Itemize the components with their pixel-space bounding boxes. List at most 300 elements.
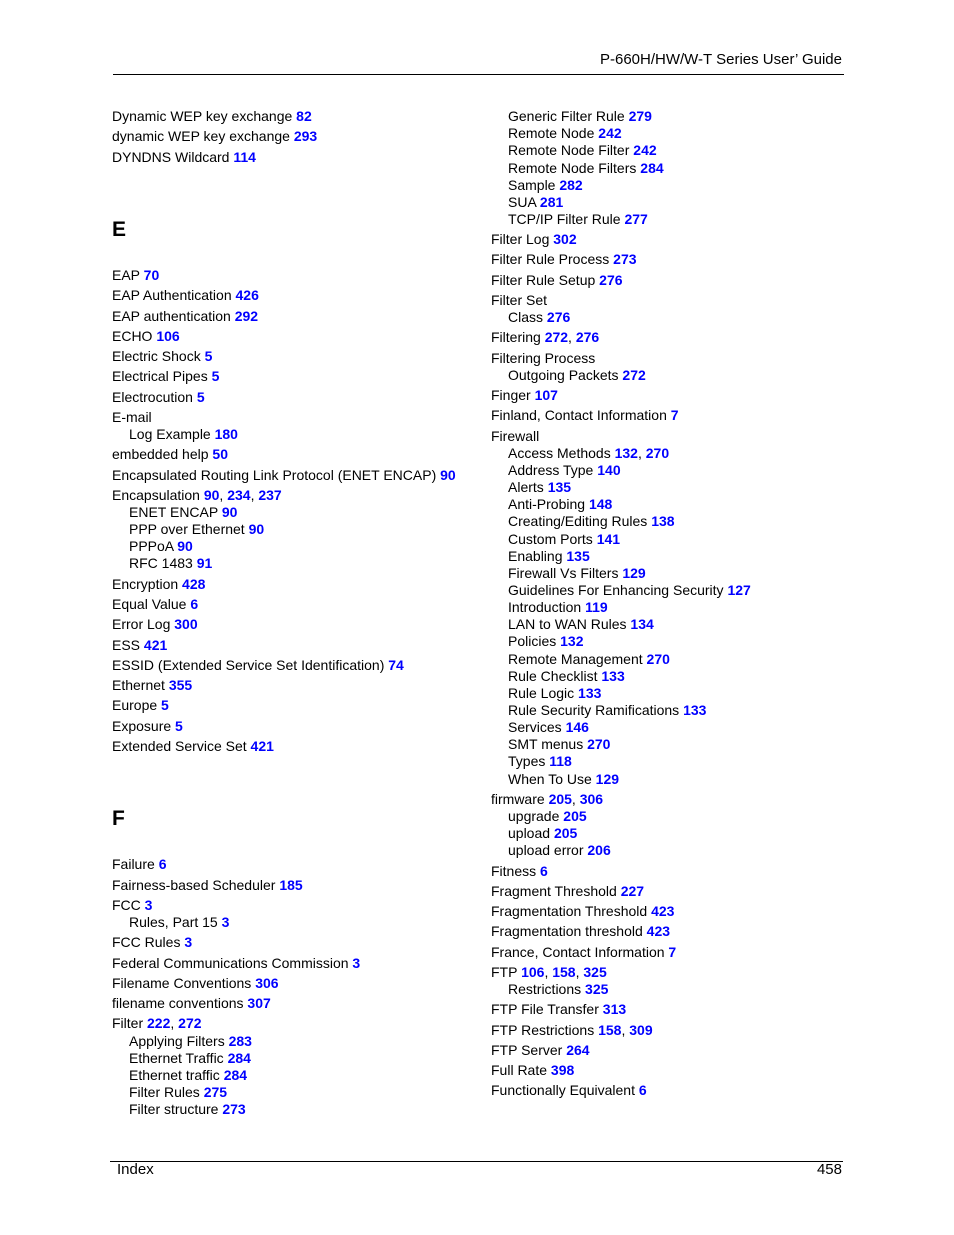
index-term: Remote Management: [508, 651, 643, 667]
index-term: Electrical Pipes: [112, 368, 208, 384]
page-link[interactable]: 119: [585, 599, 608, 615]
index-term: Remote Node: [508, 125, 595, 141]
index-subentry: [508, 702, 706, 719]
index-entry: [491, 387, 558, 404]
page-link[interactable]: 140: [597, 462, 621, 478]
page-link[interactable]: 74: [388, 657, 404, 673]
index-subentry: [508, 211, 648, 228]
page-link[interactable]: 272: [178, 1015, 202, 1031]
page-link[interactable]: 5: [196, 389, 205, 405]
page-link[interactable]: 227: [620, 883, 645, 899]
index-term: Guidelines For Enhancing Security: [508, 582, 724, 598]
page-link[interactable]: 6: [190, 596, 199, 612]
index-entry: firmware 205, 306: [491, 791, 604, 807]
page-link[interactable]: 3: [184, 934, 193, 950]
index-term: Creating/Editing Rules: [508, 513, 648, 529]
page-link[interactable]: 423: [651, 903, 675, 919]
index-term: Introduction: [508, 599, 582, 615]
index-term: Ethernet Traffic: [129, 1050, 224, 1066]
index-term: FTP Restrictions: [491, 1022, 595, 1038]
page-link[interactable]: 70: [143, 267, 160, 283]
index-entry: [112, 697, 169, 714]
footer-page-number: 458: [816, 1161, 842, 1178]
page-header-title: P-660H/HW/W-T Series User’ Guide: [599, 51, 842, 68]
index-term: Types: [508, 753, 546, 769]
index-entry: [112, 934, 192, 951]
index-term: Filtering: [491, 329, 541, 345]
index-subentry: [508, 160, 664, 177]
index-subentry: [129, 426, 238, 443]
page-link[interactable]: 313: [602, 1001, 627, 1017]
index-term: ESS: [112, 637, 141, 653]
page-link[interactable]: 398: [550, 1062, 575, 1078]
index-term: FTP: [491, 964, 518, 980]
index-term: Outgoing Packets: [508, 367, 619, 383]
page-link[interactable]: 6: [638, 1082, 647, 1098]
index-entry: [112, 446, 228, 463]
index-term: Access Methods: [508, 445, 611, 461]
index-entry: [112, 467, 456, 484]
page-link[interactable]: 284: [227, 1050, 251, 1066]
index-entry: [491, 903, 674, 920]
index-entry: [112, 877, 303, 894]
index-subentry: [508, 981, 608, 998]
index-subentry: [508, 582, 751, 599]
header-rule: [113, 74, 844, 75]
index-subentry: [508, 719, 589, 736]
index-term: Remote Node Filters: [508, 160, 637, 176]
page-link[interactable]: 275: [203, 1084, 228, 1100]
index-term: Encapsulation: [112, 487, 200, 503]
page-link[interactable]: 5: [175, 718, 183, 734]
page-link[interactable]: 325: [585, 981, 609, 997]
index-term: When To Use: [508, 771, 592, 787]
page-link[interactable]: 146: [565, 719, 589, 735]
index-subentry: [129, 1033, 252, 1050]
index-entry: [112, 108, 312, 125]
index-term: Filter Rule Setup: [491, 272, 596, 288]
index-entry: [491, 1082, 647, 1099]
index-term: Generic Filter Rule: [508, 108, 625, 124]
index-term: Finland, Contact Information: [491, 407, 667, 423]
page-link[interactable]: 135: [566, 548, 590, 564]
page-link[interactable]: 276: [575, 329, 600, 345]
index-subentry: [508, 599, 608, 616]
index-term: Filter structure: [129, 1101, 219, 1117]
index-entry: [112, 128, 317, 145]
index-term: EAP: [112, 267, 140, 283]
index-term: Rule Logic: [508, 685, 575, 701]
page-link[interactable]: 273: [222, 1101, 246, 1117]
index-subentry: [508, 531, 620, 548]
page-link[interactable]: 309: [629, 1022, 653, 1038]
page-link[interactable]: 134: [630, 616, 654, 632]
page-link[interactable]: 107: [534, 387, 558, 403]
index-subentry: [508, 309, 570, 326]
page-link[interactable]: 7: [668, 944, 677, 960]
index-term: Electrocution: [112, 389, 193, 405]
page-link[interactable]: 428: [182, 576, 206, 592]
index-entry: [491, 272, 623, 289]
page-link[interactable]: 307: [247, 995, 271, 1011]
page-link[interactable]: 426: [235, 287, 259, 303]
index-entry: [491, 923, 670, 940]
page-link[interactable]: 272: [544, 329, 569, 345]
index-term: embedded help: [112, 446, 209, 462]
index-entry: [112, 856, 166, 873]
page-link[interactable]: 114: [233, 149, 256, 165]
page-link[interactable]: 421: [143, 637, 168, 653]
index-subentry: [508, 367, 646, 384]
index-term: SMT menus: [508, 736, 584, 752]
index-subentry: [508, 462, 621, 479]
page-link[interactable]: 129: [622, 565, 646, 581]
index-term: EAP authentication: [112, 308, 231, 324]
page-link[interactable]: 5: [204, 348, 213, 364]
page-link[interactable]: 421: [250, 738, 274, 754]
page-link[interactable]: 90: [221, 504, 238, 520]
index-term: Failure: [112, 856, 155, 872]
index-term: Restrictions: [508, 981, 582, 997]
index-term: Encryption: [112, 576, 179, 592]
index-entry: [112, 287, 259, 304]
index-subentry: [508, 125, 622, 142]
index-entry: [112, 677, 192, 694]
page-link[interactable]: 292: [234, 308, 259, 324]
page-link[interactable]: 158: [598, 1022, 622, 1038]
index-entry: [491, 1001, 626, 1018]
page-link[interactable]: 205: [553, 825, 578, 841]
page-link[interactable]: 158: [552, 964, 576, 980]
page-link[interactable]: 306: [579, 791, 604, 807]
index-term: FCC: [112, 897, 141, 913]
index-term: Encapsulated Routing Link Protocol (ENET ENCAP): [112, 467, 437, 483]
index-term: Error Log: [112, 616, 171, 632]
index-entry: [112, 718, 183, 735]
index-subentry: [508, 194, 563, 211]
index-entry: [491, 251, 637, 268]
index-term: Filtering Process: [491, 350, 596, 366]
page-link[interactable]: 90: [177, 538, 193, 554]
index-term: Log Example: [129, 426, 211, 442]
index-term: Electric Shock: [112, 348, 201, 364]
page-link[interactable]: 185: [279, 877, 303, 893]
index-term: Fragmentation threshold: [491, 923, 643, 939]
index-term: Filter Rule Process: [491, 251, 610, 267]
index-term: Firewall: [491, 428, 540, 444]
index-term: Filter Log: [491, 231, 550, 247]
page-link[interactable]: 272: [622, 367, 646, 383]
index-subentry: [129, 521, 264, 538]
page-link[interactable]: 234: [227, 487, 251, 503]
index-term: Firewall Vs Filters: [508, 565, 619, 581]
index-entry: [112, 637, 167, 654]
index-entry: [112, 738, 274, 755]
page-link[interactable]: 205: [548, 791, 572, 807]
index-term: upload: [508, 825, 551, 841]
index-subentry: [129, 1101, 246, 1118]
page-link[interactable]: 6: [158, 856, 167, 872]
index-term: RFC 1483: [129, 555, 193, 571]
page-link[interactable]: 132: [560, 633, 584, 649]
index-subentry: [508, 548, 590, 565]
index-term: Ethernet: [112, 677, 165, 693]
index-subentry: [508, 842, 611, 859]
index-term: Ethernet traffic: [129, 1067, 220, 1083]
page-link[interactable]: 293: [293, 128, 318, 144]
footer-section-label: Index: [117, 1161, 154, 1178]
index-subentry: [508, 633, 584, 650]
page-link[interactable]: 270: [645, 445, 670, 461]
index-term: ESSID (Extended Service Set Identification): [112, 657, 385, 673]
index-term: Rule Checklist: [508, 668, 598, 684]
page-link[interactable]: 276: [546, 309, 571, 325]
page-link[interactable]: 282: [559, 177, 583, 193]
index-entry: [491, 292, 547, 309]
page-link[interactable]: 90: [203, 487, 220, 503]
page-link[interactable]: 3: [144, 897, 153, 913]
index-subentry: [508, 513, 675, 530]
page-link[interactable]: 270: [646, 651, 670, 667]
index-term: Applying Filters: [129, 1033, 225, 1049]
index-term: Rule Security Ramifications: [508, 702, 680, 718]
index-entry: [112, 368, 219, 385]
index-term: DYNDNS Wildcard: [112, 149, 230, 165]
page-link[interactable]: 129: [595, 771, 620, 787]
index-term: Remote Node Filter: [508, 142, 630, 158]
index-entry: [112, 267, 159, 284]
page-link[interactable]: 141: [596, 531, 621, 547]
page-link[interactable]: 106: [521, 964, 545, 980]
index-term: PPP over Ethernet: [129, 521, 245, 537]
index-term: Alerts: [508, 479, 544, 495]
index-term: Class: [508, 309, 544, 325]
index-subentry: [129, 914, 229, 931]
index-subentry: [508, 668, 625, 685]
index-subentry: [508, 142, 657, 159]
index-term: Address Type: [508, 462, 594, 478]
index-term: Fitness: [491, 863, 537, 879]
page-link[interactable]: 133: [578, 685, 602, 701]
index-term: Filename Conventions: [112, 975, 252, 991]
index-entry: FTP Restrictions 158, 309: [491, 1022, 653, 1038]
page-link[interactable]: 279: [628, 108, 652, 124]
page-link[interactable]: 127: [727, 582, 751, 598]
index-subentry: [508, 825, 577, 842]
index-entry: [112, 389, 205, 406]
index-entry: [112, 149, 256, 166]
index-section-letter: E: [112, 218, 127, 241]
page-link[interactable]: 423: [646, 923, 671, 939]
index-term: Enabling: [508, 548, 563, 564]
page-link[interactable]: 206: [587, 842, 611, 858]
index-entry: [112, 576, 205, 593]
page-link[interactable]: 90: [248, 521, 265, 537]
index-term: Anti-Probing: [508, 496, 586, 512]
page-link[interactable]: 132: [614, 445, 638, 461]
index-term: EAP Authentication: [112, 287, 232, 303]
index-entry: [112, 975, 279, 992]
page-link[interactable]: 242: [598, 125, 622, 141]
index-term: dynamic WEP key exchange: [112, 128, 290, 144]
index-subentry: [129, 1084, 227, 1101]
index-subentry: [508, 479, 571, 496]
index-term: E-mail: [112, 409, 152, 425]
index-entry: [112, 596, 198, 613]
index-entry: [491, 1062, 574, 1079]
index-term: Rules, Part 15: [129, 914, 218, 930]
index-subentry: [508, 685, 601, 702]
index-entry: [112, 955, 360, 972]
index-entry: FTP 106, 158, 325: [491, 964, 607, 980]
index-term: Finger: [491, 387, 531, 403]
page-link[interactable]: 264: [566, 1042, 590, 1058]
page-link[interactable]: 300: [174, 616, 198, 632]
index-subentry: [508, 177, 583, 194]
index-entry: [491, 231, 577, 248]
page-link[interactable]: 3: [221, 914, 230, 930]
index-term: Filter: [112, 1015, 144, 1031]
page-link[interactable]: 277: [624, 211, 648, 227]
index-subentry: [129, 1050, 251, 1067]
index-subentry: [508, 771, 619, 788]
index-term: LAN to WAN Rules: [508, 616, 627, 632]
index-entry: [112, 328, 180, 345]
index-term: FCC Rules: [112, 934, 181, 950]
page-link[interactable]: 237: [258, 487, 282, 503]
page-link[interactable]: 270: [587, 736, 611, 752]
page-link[interactable]: 281: [539, 194, 564, 210]
page-link[interactable]: 242: [633, 142, 657, 158]
page-link[interactable]: 106: [156, 328, 180, 344]
page-link[interactable]: 90: [440, 467, 456, 483]
index-entry: [112, 995, 271, 1012]
index-term: ENET ENCAP: [129, 504, 218, 520]
index-entry: Filter 222, 272: [112, 1015, 202, 1031]
page-link[interactable]: 91: [196, 555, 213, 571]
page-link[interactable]: 284: [223, 1067, 248, 1083]
index-term: FTP Server: [491, 1042, 563, 1058]
index-subentry: [129, 555, 212, 572]
index-subentry: [508, 651, 670, 668]
index-term: Exposure: [112, 718, 172, 734]
page-link[interactable]: 284: [640, 160, 664, 176]
page-link[interactable]: 133: [683, 702, 707, 718]
page-link[interactable]: 355: [168, 677, 193, 693]
index-entry: [491, 863, 548, 880]
index-entry: [112, 616, 198, 633]
page-link[interactable]: 5: [211, 368, 220, 384]
index-entry: [112, 348, 212, 365]
index-term: Functionally Equivalent: [491, 1082, 635, 1098]
page-link[interactable]: 50: [212, 446, 228, 462]
index-term: FTP File Transfer: [491, 1001, 599, 1017]
index-entry: [491, 407, 679, 424]
index-entry: [491, 944, 676, 961]
index-term: ECHO: [112, 328, 153, 344]
index-term: Fragment Threshold: [491, 883, 617, 899]
index-term: firmware: [491, 791, 545, 807]
index-term: Extended Service Set: [112, 738, 247, 754]
page-link[interactable]: 118: [549, 753, 572, 769]
index-subentry: [129, 538, 193, 555]
index-subentry: [508, 496, 612, 513]
index-section-letter: F: [112, 807, 125, 830]
index-term: Filter Rules: [129, 1084, 200, 1100]
index-entry: Filtering 272, 276: [491, 329, 600, 345]
index-term: TCP/IP Filter Rule: [508, 211, 621, 227]
index-subentry: [508, 753, 572, 770]
page-link[interactable]: 6: [540, 863, 548, 879]
page-link[interactable]: 205: [563, 808, 587, 824]
index-term: Equal Value: [112, 596, 187, 612]
page-link[interactable]: 180: [214, 426, 238, 442]
index-term: PPPoA: [129, 538, 174, 554]
page-link[interactable]: 325: [583, 964, 607, 980]
index-term: Custom Ports: [508, 531, 593, 547]
index-term: Services: [508, 719, 562, 735]
index-subentry: [129, 1067, 247, 1084]
index-entry: [491, 883, 644, 900]
index-term: Filter Set: [491, 292, 548, 308]
index-entry: Encapsulation 90, 234, 237: [112, 487, 282, 503]
page-link[interactable]: 302: [553, 231, 577, 247]
index-subentry: [508, 808, 587, 825]
page-link[interactable]: 148: [588, 496, 613, 512]
page-link[interactable]: 138: [651, 513, 675, 529]
index-term: Fragmentation Threshold: [491, 903, 648, 919]
index-term: Policies: [508, 633, 557, 649]
index-term: filename conventions: [112, 995, 244, 1011]
index-entry: [112, 657, 404, 674]
index-entry: [491, 428, 539, 445]
index-term: France, Contact Information: [491, 944, 665, 960]
page-link[interactable]: 222: [147, 1015, 171, 1031]
index-term: upgrade: [508, 808, 560, 824]
index-subentry: [508, 108, 652, 125]
index-subentry: [508, 736, 610, 753]
index-term: Full Rate: [491, 1062, 548, 1078]
page-link[interactable]: 5: [161, 697, 169, 713]
index-entry: [112, 308, 258, 325]
index-entry: [491, 350, 595, 367]
index-term: SUA: [508, 194, 537, 210]
index-term: Sample: [508, 177, 556, 193]
page-link[interactable]: 133: [601, 668, 625, 684]
index-term: Dynamic WEP key exchange: [112, 108, 293, 124]
index-term: Fairness-based Scheduler: [112, 877, 276, 893]
index-entry: [112, 897, 152, 914]
page-link[interactable]: 3: [352, 955, 361, 971]
index-subentry: [129, 504, 237, 521]
page-link[interactable]: 273: [613, 251, 637, 267]
index-subentry: [508, 565, 646, 582]
page-link[interactable]: 7: [670, 407, 679, 423]
index-term: Federal Communications Commission: [112, 955, 349, 971]
index-entry: [491, 1042, 590, 1059]
page-link[interactable]: 135: [547, 479, 572, 495]
page-link[interactable]: 82: [296, 108, 312, 124]
index-term: Europe: [112, 697, 158, 713]
footer-rule: [110, 1161, 843, 1162]
page-link[interactable]: 276: [599, 272, 623, 288]
index-entry: [112, 409, 152, 426]
page-link[interactable]: 283: [228, 1033, 252, 1049]
index-subentry: Access Methods 132, 270: [508, 445, 670, 461]
page-link[interactable]: 306: [255, 975, 279, 991]
index-term: upload error: [508, 842, 584, 858]
index-subentry: [508, 616, 654, 633]
